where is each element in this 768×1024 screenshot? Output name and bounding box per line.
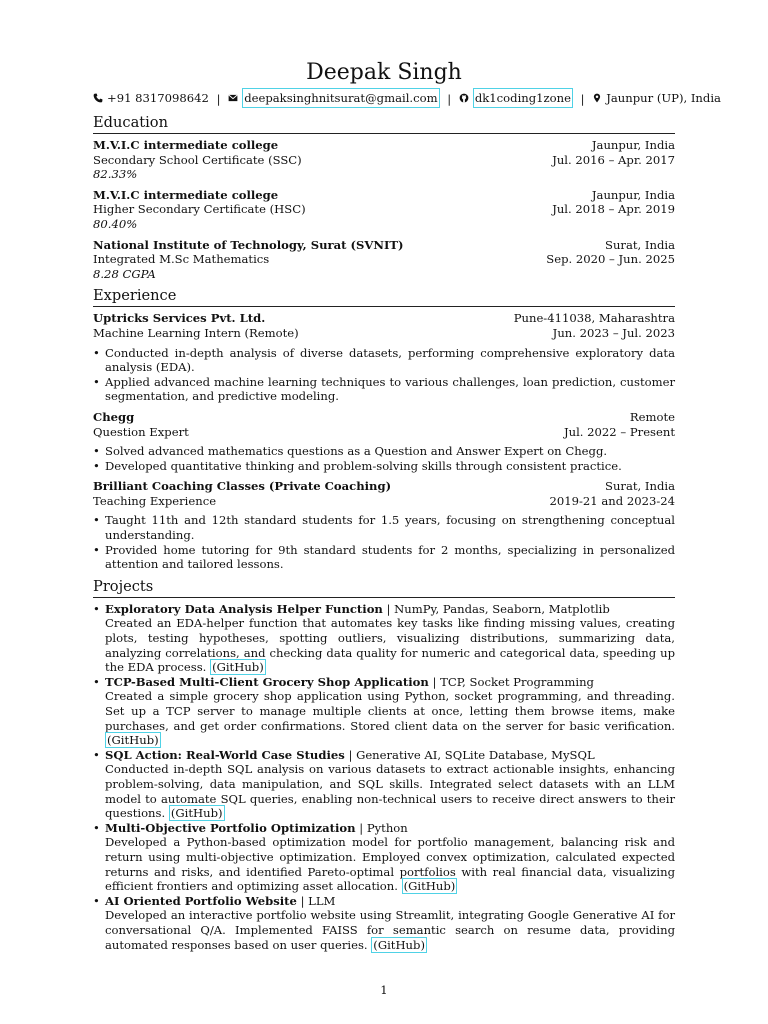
project-item: • TCP-Based Multi-Client Grocery Shop Application | TCP, Socket Programming Created a simple grocery shop application using Python, socket programming, and threading. Set up a TCP server to manage multiple clients at once, letting them browse items, make purchases, and get order confirmations. Stored client data on the server for basic verification. (GitHub) [93, 674, 675, 748]
bullet-item: • Provided home tutoring for 9th standard students for 2 months, specializing in personalized attention and tailored lessons. [93, 542, 675, 572]
github-project-link[interactable]: (GitHub) [373, 937, 425, 952]
experience-entry [93, 479, 675, 572]
map-marker-icon [592, 93, 602, 103]
experience-section [93, 287, 675, 572]
education-score: 80.40% [93, 216, 138, 231]
bullet-item: • Taught 11th and 12th standard students for 1.5 years, focusing on strengthening conceptual understanding. [93, 513, 675, 543]
bullet-text: Conducted in-depth analysis of diverse datasets, performing comprehensive exploratory data analysis (EDA). [105, 345, 675, 375]
school-name: M.V.I.C intermediate college [93, 187, 279, 202]
education-dates: Jul. 2018 – Apr. 2019 [552, 202, 675, 217]
project-item: • SQL Action: Real-World Case Studies | Generative AI, SQLite Database, MySQL Conducted in-depth SQL analysis on various datasets to extract actionable insights, enhancing problem-solving, data manipulation, and SQL skills. Integrated select datasets with an LLM model to automate SQL queries, enabling non-technical users to receive direct answers to their questions. (GitHub) [93, 747, 675, 821]
bullet-text: Applied advanced machine learning techniques to various challenges, loan prediction, customer segmentation, and predictive modeling. [105, 374, 675, 404]
degree: Integrated M.Sc Mathematics [93, 252, 270, 267]
project-title: SQL Action: Real-World Case Studies [105, 747, 345, 762]
experience-bullets [93, 346, 675, 404]
school-name: National Institute of Technology, Surat (SVNIT) [93, 237, 404, 252]
section-heading-experience: Experience [93, 287, 675, 307]
education-section [93, 114, 675, 281]
education-dates: Jul. 2016 – Apr. 2017 [552, 152, 675, 167]
experience-entry [93, 311, 675, 404]
project-tech: LLM [308, 893, 336, 908]
project-description: Developed an interactive portfolio website using Streamlit, integrating Google Generative AI for conversational Q/A. Implemented FAISS for semantic search on resume data, providing automated responses based on user queries. [105, 908, 675, 952]
job-dates: Jul. 2022 – Present [563, 424, 675, 439]
bullet-text: Taught 11th and 12th standard students for 1.5 years, focusing on strengthening conceptual understanding. [105, 513, 675, 543]
bullet-item: • Applied advanced machine learning techniques to various challenges, loan prediction, customer segmentation, and predictive modeling. [93, 374, 675, 404]
project-separator: | [300, 893, 305, 908]
education-score: 8.28 CGPA [93, 266, 156, 281]
github-project-link[interactable]: (GitHub) [107, 733, 159, 748]
contact-separator: | [580, 92, 585, 106]
company-location: Surat, India [605, 479, 675, 494]
phone-number: +91 8317098642 [107, 91, 209, 105]
school-location: Jaunpur, India [591, 138, 675, 152]
bullet-text: Provided home tutoring for 9th standard students for 2 months, specializing in personalized attention and tailored lessons. [105, 542, 675, 572]
job-dates: Jun. 2023 – Jul. 2023 [552, 325, 675, 340]
contact-phone [93, 89, 209, 107]
project-tech: Python [366, 820, 408, 835]
bullet-text: Solved advanced mathematics questions as a Question and Answer Expert on Chegg. [105, 444, 608, 459]
project-title: TCP-Based Multi-Client Grocery Shop Application [105, 674, 429, 689]
company-name: Uptricks Services Pvt. Ltd. [93, 311, 266, 326]
school-location: Surat, India [605, 237, 675, 252]
bullet-item: • Solved advanced mathematics questions as a Question and Answer Expert on Chegg. [93, 444, 608, 459]
education-dates: Sep. 2020 – Jun. 2025 [546, 252, 675, 267]
project-separator: | [386, 601, 391, 616]
education-score: 82.33% [93, 167, 138, 182]
job-dates: 2019-21 and 2023-24 [549, 493, 675, 508]
contact-line [93, 88, 721, 108]
education-entry [93, 188, 675, 232]
job-role: Teaching Experience [93, 493, 217, 508]
company-location: Remote [629, 409, 675, 424]
project-separator: | [348, 747, 353, 762]
github-project-link[interactable]: (GitHub) [403, 879, 456, 894]
contact-separator: | [216, 92, 221, 106]
project-item: • Multi-Objective Portfolio Optimization | Python Developed a Python-based optimization model for portfolio management, balancing risk and return using multi-objective optimization. Employed convex optimization, calculated expected returns and risks, and identified Pareto-optimal portfolios with real financial data, visualizing efficient frontiers and optimizing asset allocation. (GitHub) [93, 820, 675, 894]
bullet-item: • Developed quantitative thinking and problem-solving skills through consistent practice. [93, 458, 622, 473]
contact-email [228, 88, 439, 108]
github-project-link[interactable]: (GitHub) [212, 660, 264, 675]
project-description: Created a simple grocery shop application using Python, socket programming, and threading. Set up a TCP server to manage multiple clients at once, letting them browse items, make purchases, and get order confirmations. Stored client data on the server for basic verification. [105, 689, 675, 733]
education-entry [93, 138, 675, 182]
experience-entry [93, 410, 675, 473]
project-item: • Exploratory Data Analysis Helper Function | NumPy, Pandas, Seaborn, Matplotlib Created an EDA-helper function that automates key tasks like finding missing values, creating plots, testing hypotheses, spotting outliers, visualizing distributions, summarizing data, analyzing correlations, and checking data quality for numeric and categorical data, speeding up the EDA process. (GitHub) [93, 601, 675, 675]
project-description: Developed a Python-based optimization model for portfolio management, balancing risk and return using multi-objective optimization. Employed convex optimization, calculated expected returns and risks, and identified Pareto-optimal portfolios with real financial data, visualizing efficient frontiers and optimizing asset allocation. [105, 835, 675, 894]
company-location: Pune-411038, Maharashtra [513, 311, 675, 326]
project-tech: TCP, Socket Programming [440, 674, 594, 689]
contact-github [459, 88, 573, 108]
section-heading-projects: Projects [93, 578, 675, 598]
github-project-link[interactable]: (GitHub) [170, 806, 223, 821]
project-title: AI Oriented Portfolio Website [105, 893, 297, 908]
experience-bullets [93, 513, 675, 571]
location-text: Jaunpur (UP), India [606, 91, 721, 105]
github-link[interactable]: dk1coding1zone [473, 88, 573, 108]
email-link[interactable]: deepaksinghnitsurat@gmail.com [242, 88, 439, 108]
project-tech: Generative AI, SQLite Database, MySQL [356, 747, 595, 762]
project-description: Conducted in-depth SQL analysis on various datasets to extract actionable insights, enhancing problem-solving, data manipulation, and SQL skills. Integrated select datasets with an LLM model to automate SQL queries, enabling non-technical users to receive direct answers to their questions. [105, 762, 675, 821]
resume-content [93, 60, 721, 952]
project-list [93, 602, 675, 952]
project-title: Exploratory Data Analysis Helper Function [105, 601, 383, 616]
projects-section [93, 578, 675, 952]
school-location: Jaunpur, India [591, 187, 675, 202]
page-number: 1 [380, 983, 388, 997]
project-title: Multi-Objective Portfolio Optimization [105, 820, 356, 835]
envelope-icon [228, 93, 238, 103]
job-role: Machine Learning Intern (Remote) [93, 325, 299, 340]
project-description: Created an EDA-helper function that automates key tasks like finding missing values, creating plots, testing hypotheses, spotting outliers, visualizing distributions, summarizing data, analyzing correlations, and checking data quality for numeric and categorical data, speeding up the EDA process. [105, 616, 675, 675]
bullet-item: • Conducted in-depth analysis of diverse datasets, performing comprehensive exploratory data analysis (EDA). [93, 345, 675, 375]
degree: Secondary School Certificate (SSC) [93, 152, 302, 167]
job-role: Question Expert [93, 424, 189, 439]
github-icon [459, 93, 469, 103]
candidate-name: Deepak Singh [306, 60, 462, 85]
project-separator: | [432, 674, 437, 689]
education-entry [93, 238, 675, 282]
company-name: Brilliant Coaching Classes (Private Coaching) [93, 479, 392, 494]
project-item: • AI Oriented Portfolio Website | LLM Developed an interactive portfolio website using Streamlit, integrating Google Generative AI for conversational Q/A. Implemented FAISS for semantic search on resume data, providing automated responses based on user queries. (GitHub) [93, 893, 675, 952]
section-heading-education: Education [93, 114, 675, 134]
bullet-text: Developed quantitative thinking and problem-solving skills through consistent practice. [105, 458, 622, 473]
contact-location [592, 89, 721, 107]
school-name: M.V.I.C intermediate college [93, 138, 279, 152]
project-tech: NumPy, Pandas, Seaborn, Matplotlib [394, 601, 610, 616]
contact-separator: | [447, 92, 452, 106]
experience-bullets [93, 444, 675, 473]
project-separator: | [359, 820, 364, 835]
company-name: Chegg [93, 409, 135, 424]
phone-icon [93, 93, 103, 103]
degree: Higher Secondary Certificate (HSC) [93, 202, 306, 217]
